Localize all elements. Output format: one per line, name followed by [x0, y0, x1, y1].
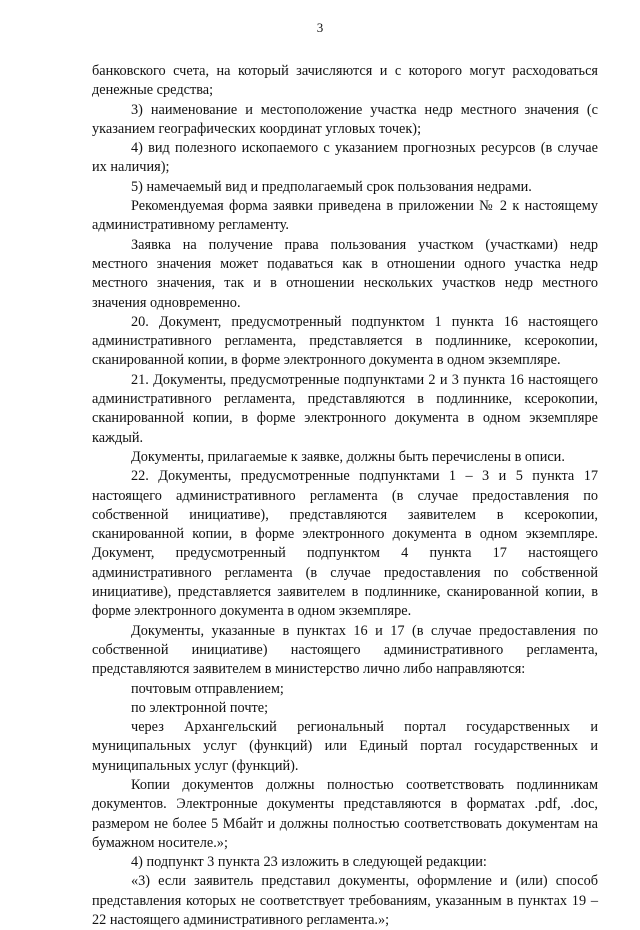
paragraph-5: Рекомендуемая форма заявки приведена в приложении № 2 к настоящему административному регламенту. — [92, 198, 598, 234]
paragraph-14: через Архангельский региональный портал государственных и муниципальных услуг (функций) или Единый портал государственных и муниципальных услуг (функций). — [92, 719, 598, 774]
paragraph-6: Заявка на получение права пользования участком (участками) недр местного значения может подаваться как в отношении одного участка недр местного значения, так и в отношении нескольких участков недр местного значения одновременно. — [92, 236, 598, 311]
paragraph-11: Документы, указанные в пунктах 16 и 17 (в случае предоставления по собственной инициативе) настоящего административного регламента, представляются заявителем в министерство лично либо направляются: — [92, 622, 598, 678]
paragraph-13: по электронной почте; — [131, 699, 269, 716]
paragraph-17: «3) если заявитель представил документы, оформление и (или) способ представления которых не соответствует требованиям, указанным в пунктах 19 – 22 настоящего административного регламента.»; — [92, 873, 598, 929]
paragraph-3: 4) вид полезного ископаемого с указанием прогнозных ресурсов (в случае их наличия); — [92, 140, 598, 176]
page-number: 3 — [316, 20, 324, 35]
paragraph-16: 4) подпункт 3 пункта 23 изложить в следующей редакции: — [131, 854, 487, 871]
paragraph-9: Документы, прилагаемые к заявке, должны быть перечислены в описи. — [131, 448, 565, 465]
paragraph-15: Копии документов должны полностью соответствовать подлинникам документов. Электронные документы представляются в форматах .pdf, .doc, размером не более 5 Мбайт и должны полностью соответствовать документам на бумажном носителе.»; — [92, 776, 598, 851]
paragraph-7: 20. Документ, предусмотренный подпунктом 1 пункта 16 настоящего административного регламента, представляется в подлиннике, ксерокопии, сканированной копии, в форме электронного документа в одном экземпляре. — [92, 313, 598, 369]
paragraph-2: 3) наименование и местоположение участка недр местного значения (с указанием географических координат угловых точек); — [92, 101, 598, 137]
paragraph-8: 21. Документы, предусмотренные подпунктами 2 и 3 пункта 16 настоящего административного регламента, представляются в подлиннике, ксерокопии, сканированной копии, в форме электронного документа в одном экземпляре каждый. — [92, 371, 598, 446]
paragraph-1: банковского счета, на который зачисляются и с которого могут расходоваться денежные средства; — [92, 63, 598, 99]
paragraph-12: почтовым отправлением; — [131, 680, 284, 697]
paragraph-10: 22. Документы, предусмотренные подпунктами 1 – 3 и 5 пункта 17 настоящего административного регламента (в случае предоставления по собственной инициативе), представляются заявителем в ксерокопии, сканированной копии, в форме электронного документа в одном экземпляре. Документ, предусмотренный подпунктом 4 пункта 17 настоящего административного регламента (в случае предоставления по собственной инициативе), представляется заявителем в подлиннике, сканированной копии, в форме электронного документа в одном экземпляре. — [92, 468, 598, 620]
paragraph-4: 5) намечаемый вид и предполагаемый срок пользования недрами. — [131, 178, 532, 195]
document-body — [92, 62, 598, 930]
